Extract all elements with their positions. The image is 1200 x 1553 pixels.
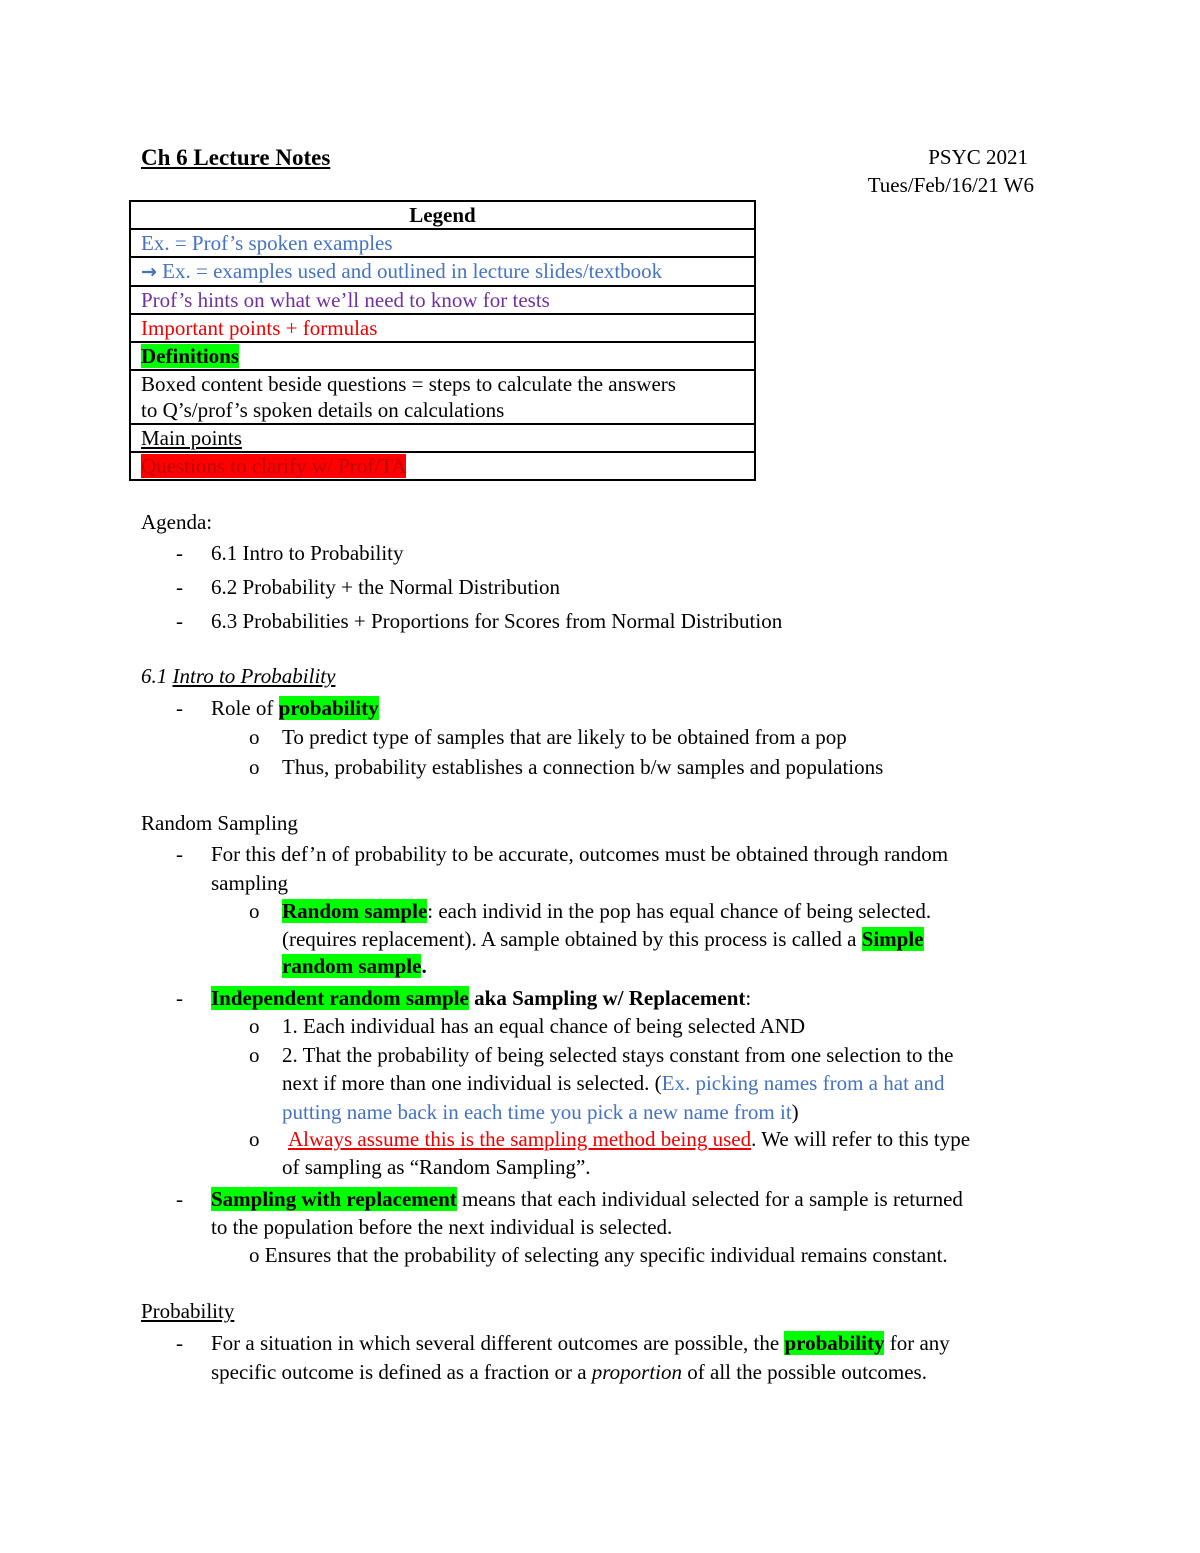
definition-term: random sample: [282, 954, 422, 978]
definition-term: probability: [784, 1331, 885, 1355]
list-bullet: o: [249, 1127, 260, 1151]
section-number: 6.1: [141, 664, 173, 688]
legend-important: Important points + formulas: [130, 314, 755, 342]
definition-text: For a situation in which several different outcomes are possible, the: [211, 1331, 785, 1355]
legend-clarify-text: Questions to clarify w/ Prof/TA: [141, 454, 407, 478]
legend-heading: Legend: [130, 201, 755, 229]
definition-term: Random sample: [282, 899, 428, 923]
list-dash: -: [176, 696, 183, 720]
definition-text: of all the possible outcomes.: [682, 1360, 927, 1384]
random-sample-definition: [282, 899, 931, 924]
legend-clarify: [130, 452, 755, 480]
legend-main-points: [130, 424, 755, 452]
spoken-example: Ex. picking names from a hat and: [661, 1071, 945, 1095]
legend-slide-examples: [130, 257, 755, 286]
sub-point-text: ): [791, 1100, 799, 1124]
definition-term: Sampling with replacement: [211, 1187, 457, 1211]
page-title: Ch 6 Lecture Notes: [141, 145, 331, 170]
agenda-item: 6.2 Probability + the Normal Distribution: [211, 575, 560, 599]
list-dash: -: [176, 541, 183, 565]
lecture-date: Tues/Feb/16/21 W6: [867, 173, 1034, 197]
sub-point-cont: of sampling as “Random Sampling”.: [282, 1155, 591, 1179]
definition-text: :: [745, 986, 752, 1010]
definition-text: aka Sampling w/ Replacement: [468, 986, 746, 1010]
definition-text: (requires replacement). A sample obtained by this process is called a: [282, 927, 862, 951]
legend-hints: Prof’s hints on what we’ll need to know for tests: [130, 286, 755, 314]
definition-text: specific outcome is defined as a fraction or a: [211, 1360, 592, 1384]
list-dash: -: [176, 1187, 183, 1211]
list-bullet: o: [249, 1043, 260, 1067]
list-bullet: o: [249, 1014, 260, 1038]
probability-heading: Probability: [141, 1299, 235, 1323]
course-code: PSYC 2021: [928, 145, 1028, 169]
sampling-with-replacement: [211, 1187, 963, 1212]
definition-text: .: [421, 954, 427, 978]
independent-random-sample: [211, 986, 751, 1011]
agenda-label: Agenda:: [141, 510, 213, 534]
sub-point: To predict type of samples that are likely to be obtained from a pop: [282, 725, 847, 749]
role-prefix: Role of: [211, 696, 279, 720]
important-text: Always assume this is the sampling method being used: [288, 1127, 752, 1151]
list-dash: -: [176, 842, 183, 866]
list-dash: -: [176, 1331, 183, 1355]
probability-definition: [211, 1331, 950, 1356]
spoken-example: putting name back in each time you pick a new name from it: [282, 1100, 792, 1124]
agenda-item: 6.3 Probabilities + Proportions for Scores from Normal Distribution: [211, 609, 783, 633]
random-sample-definition-cont: [282, 954, 427, 979]
legend-slide-examples-text: Ex. = examples used and outlined in lecture slides/textbook: [156, 259, 663, 283]
legend-definitions: [130, 342, 755, 370]
sub-point-cont: [282, 1071, 944, 1096]
sub-point-cont: [282, 1100, 799, 1125]
arrow-right-icon: →: [141, 261, 157, 283]
definition-text: for any: [884, 1331, 950, 1355]
sub-point-text: next if more than one individual is selected. (: [282, 1071, 662, 1095]
sub-point-text: . We will refer to this type: [751, 1127, 971, 1151]
definition-term: probability: [278, 696, 379, 720]
sub-point: o Ensures that the probability of selecting any specific individual remains constant.: [249, 1243, 948, 1267]
list-bullet: o: [249, 899, 260, 923]
sub-point: 2. That the probability of being selected stays constant from one selection to the: [282, 1043, 954, 1067]
random-sampling-point: For this def’n of probability to be accurate, outcomes must be obtained through random: [211, 842, 949, 866]
emphasis-text: proportion: [591, 1360, 682, 1384]
sub-point: 1. Each individual has an equal chance of being selected AND: [282, 1014, 806, 1038]
definition-term: Simple: [861, 927, 924, 951]
random-sample-definition-cont: [282, 927, 924, 952]
agenda-item: 6.1 Intro to Probability: [211, 541, 404, 565]
definition-term: Independent random sample: [211, 986, 469, 1010]
legend-boxed-content: [130, 370, 755, 424]
definition-text: means that each individual selected for a sample is returned: [456, 1187, 963, 1211]
list-dash: -: [176, 986, 183, 1010]
sampling-with-replacement-cont: to the population before the next individual is selected.: [211, 1215, 673, 1239]
sub-point: Thus, probability establishes a connection b/w samples and populations: [282, 755, 884, 779]
list-dash: -: [176, 609, 183, 633]
legend-boxed-line1: Boxed content beside questions = steps to calculate the answers: [141, 372, 676, 396]
random-sampling-point-cont: sampling: [211, 871, 288, 895]
legend-table: [129, 200, 756, 481]
role-of-probability: [211, 696, 379, 721]
list-bullet: o: [249, 755, 260, 779]
definition-text: : each individ in the pop has equal chance of being selected.: [427, 899, 932, 923]
random-sampling-heading: Random Sampling: [141, 811, 298, 835]
probability-definition-cont: [211, 1360, 927, 1385]
list-dash: -: [176, 575, 183, 599]
section-title: Intro to Probability: [172, 664, 336, 688]
legend-boxed-line2: to Q’s/prof’s spoken details on calculations: [141, 398, 505, 422]
section-heading-6-1: [141, 664, 335, 689]
legend-main-points-text: Main points: [141, 426, 242, 450]
legend-definitions-text: Definitions: [141, 344, 240, 368]
important-point: [288, 1127, 970, 1152]
legend-spoken-examples: Ex. = Prof’s spoken examples: [130, 229, 755, 257]
list-bullet: o: [249, 725, 260, 749]
